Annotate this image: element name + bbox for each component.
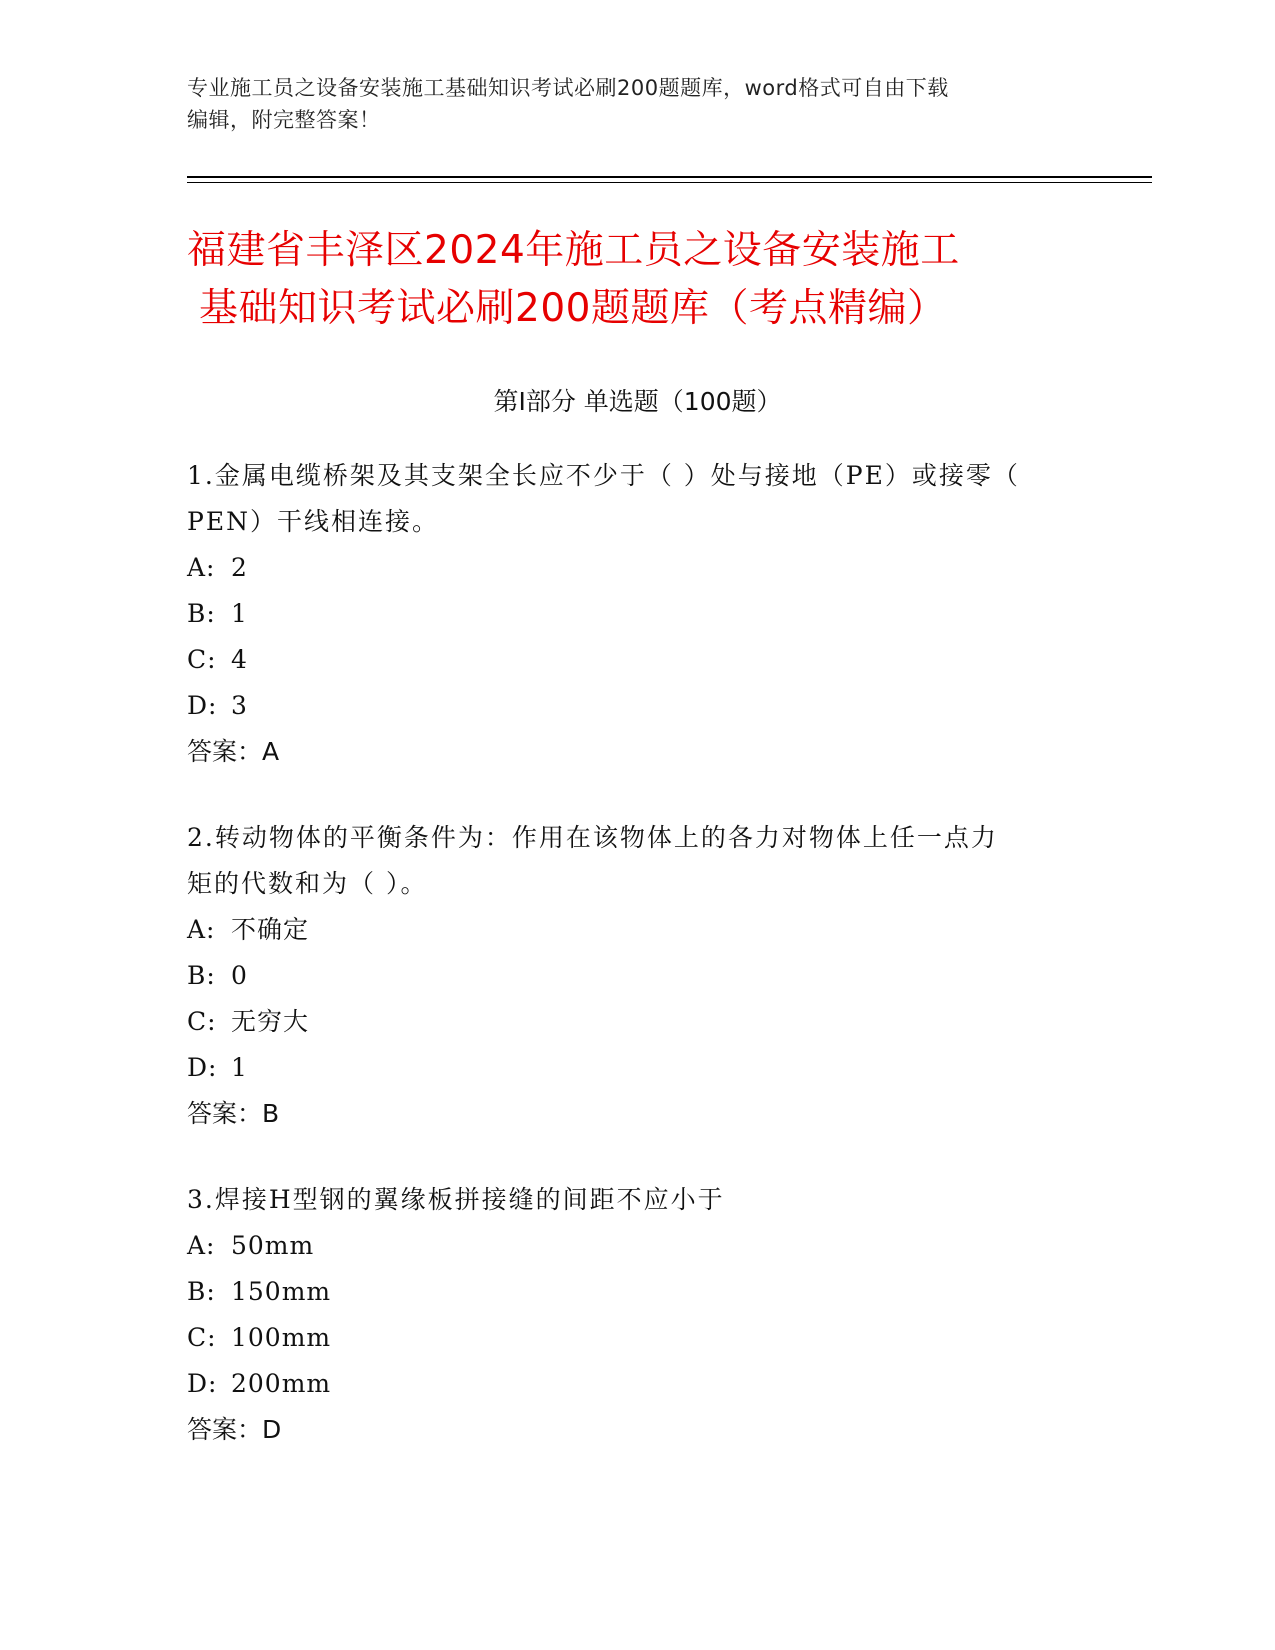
header-note bbox=[187, 72, 1067, 136]
question-2-stem-line1: 2.转动物体的平衡条件为：作用在该物体上的各力对物体上任一点力 bbox=[187, 823, 998, 852]
question-1-stem-line2: PEN）干线相连接。 bbox=[187, 507, 439, 536]
question-1-answer: 答案：A bbox=[187, 737, 280, 766]
option-text: 4 bbox=[231, 645, 248, 674]
document-title bbox=[187, 222, 1087, 338]
option-letter: B: bbox=[187, 961, 216, 990]
option-text: 150mm bbox=[231, 1277, 332, 1306]
option-letter: B: bbox=[187, 1277, 216, 1306]
option-letter: B: bbox=[187, 599, 216, 628]
question-1 bbox=[187, 453, 1067, 775]
header-divider-thick bbox=[187, 176, 1152, 178]
option-letter: C: bbox=[187, 1007, 217, 1036]
question-2 bbox=[187, 815, 1067, 1137]
option-text: 200mm bbox=[231, 1369, 332, 1398]
option-letter: D: bbox=[187, 1369, 218, 1398]
option-letter: A: bbox=[187, 553, 216, 582]
question-2-option-d bbox=[187, 1045, 1067, 1091]
option-letter: C: bbox=[187, 1323, 217, 1352]
question-3-stem-line1: 3.焊接H型钢的翼缘板拼接缝的间距不应小于 bbox=[187, 1185, 725, 1214]
question-3-option-a bbox=[187, 1223, 1067, 1269]
question-1-option-c bbox=[187, 637, 1067, 683]
option-text: 不确定 bbox=[231, 915, 310, 944]
option-text: 1 bbox=[231, 1053, 248, 1082]
question-1-stem-line1: 1.金属电缆桥架及其支架全长应不少于（ ）处与接地（PE）或接零（ bbox=[187, 461, 1020, 490]
question-3-option-b bbox=[187, 1269, 1067, 1315]
option-text: 0 bbox=[231, 961, 248, 990]
document-title-line2: 基础知识考试必刷200题题库（考点精编） bbox=[199, 286, 947, 331]
option-letter: D: bbox=[187, 1053, 218, 1082]
question-1-option-b bbox=[187, 591, 1067, 637]
question-1-option-a bbox=[187, 545, 1067, 591]
header-divider-thin bbox=[187, 182, 1152, 183]
header-note-line2: 编辑，附完整答案！ bbox=[187, 108, 381, 132]
option-letter: D: bbox=[187, 691, 218, 720]
option-text: 2 bbox=[231, 553, 248, 582]
section-heading: 第Ⅰ部分 单选题（100题） bbox=[493, 387, 782, 416]
question-3-option-c bbox=[187, 1315, 1067, 1361]
document-title-line1: 福建省丰泽区2024年施工员之设备安装施工 bbox=[187, 228, 960, 273]
question-2-option-c bbox=[187, 999, 1067, 1045]
option-letter: A: bbox=[187, 1231, 216, 1260]
question-3 bbox=[187, 1177, 1067, 1453]
question-3-option-d bbox=[187, 1361, 1067, 1407]
question-2-option-a bbox=[187, 907, 1067, 953]
option-text: 无穷大 bbox=[231, 1007, 310, 1036]
option-letter: A: bbox=[187, 915, 216, 944]
question-2-answer: 答案：B bbox=[187, 1099, 280, 1128]
option-text: 100mm bbox=[231, 1323, 332, 1352]
option-letter: C: bbox=[187, 645, 217, 674]
header-note-line1: 专业施工员之设备安装施工基础知识考试必刷200题题库，word格式可自由下载 bbox=[187, 76, 949, 100]
option-text: 50mm bbox=[231, 1231, 315, 1260]
question-1-option-d bbox=[187, 683, 1067, 729]
option-text: 1 bbox=[231, 599, 248, 628]
question-2-stem-line2: 矩的代数和为（ ）。 bbox=[187, 869, 428, 898]
question-3-answer: 答案：D bbox=[187, 1415, 282, 1444]
question-2-option-b bbox=[187, 953, 1067, 999]
option-text: 3 bbox=[231, 691, 248, 720]
